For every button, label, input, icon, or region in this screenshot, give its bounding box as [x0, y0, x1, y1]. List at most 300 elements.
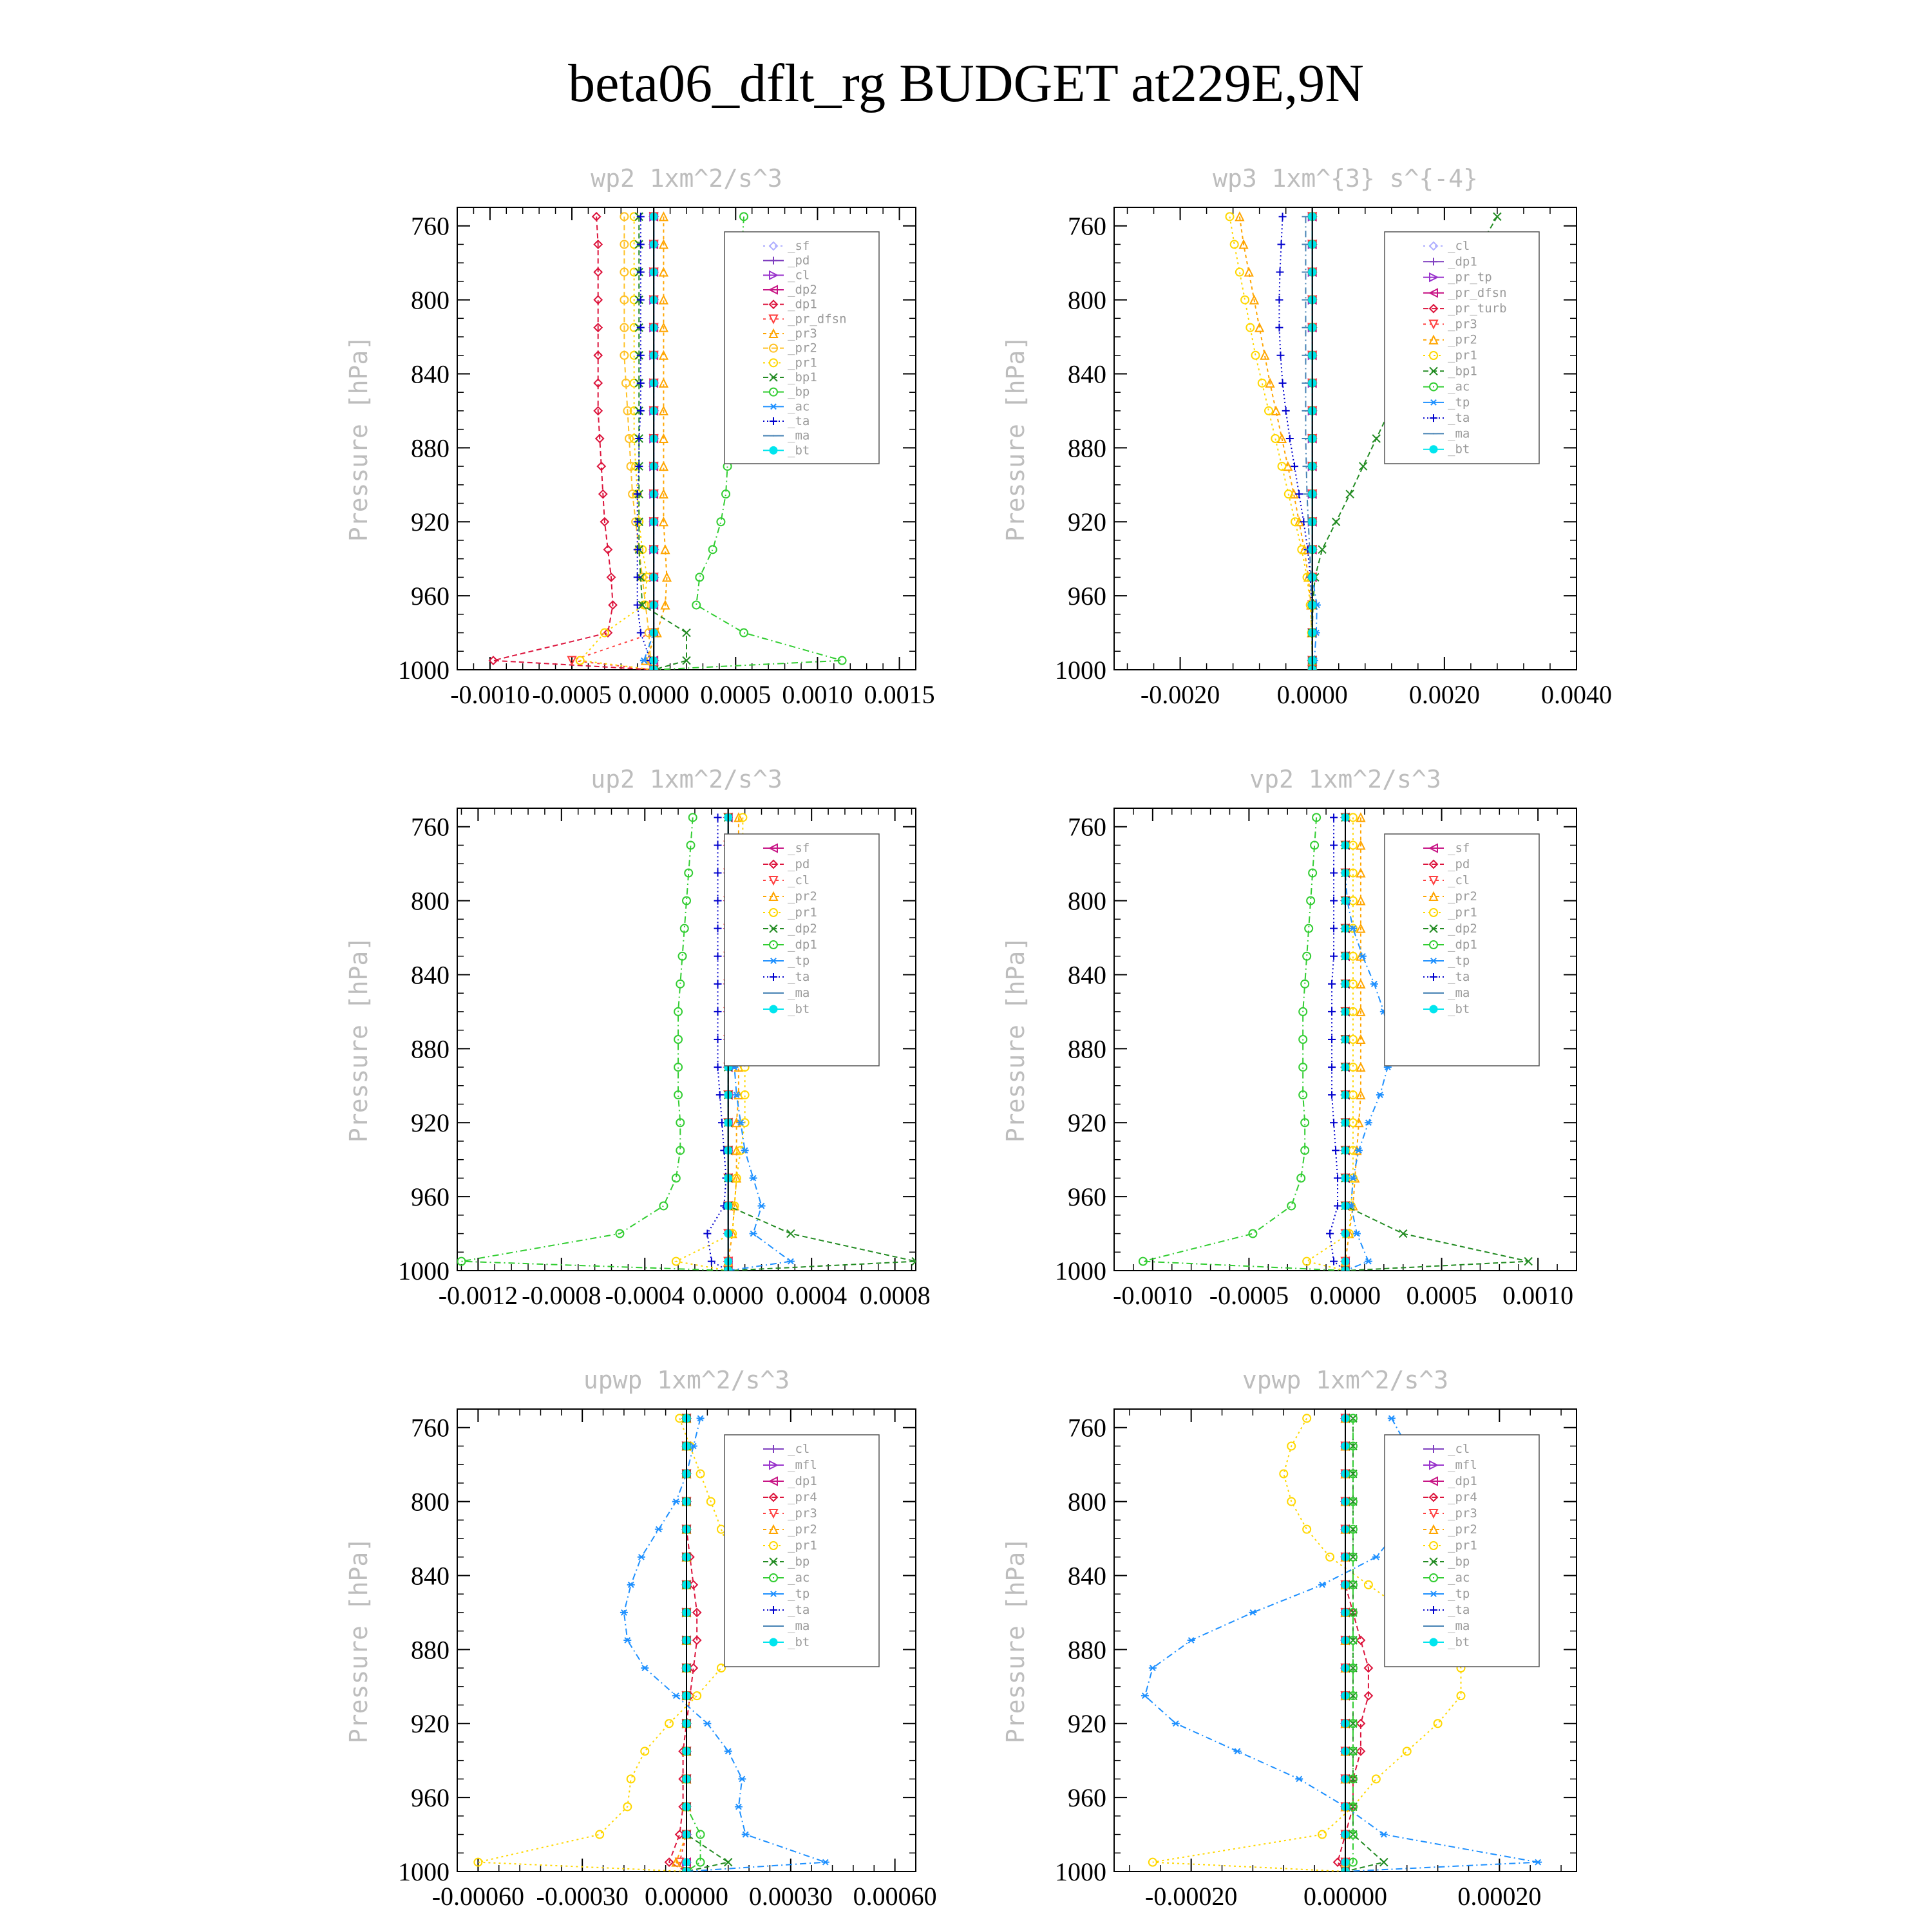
data-point-ta: [1330, 925, 1338, 933]
legend-label: _dp1: [788, 938, 817, 952]
legend-label: _pr_dfsn: [788, 312, 847, 327]
x-tick-label: 0.0008: [859, 1281, 931, 1310]
data-point-dp1: [674, 1063, 682, 1071]
data-point-ta: [714, 1063, 722, 1071]
legend-label: _cl: [1448, 873, 1470, 887]
legend-label: _cl: [1448, 239, 1470, 253]
chart-panel-2: [1001, 164, 1612, 709]
y-axis-label: Pressure [hPa]: [1001, 936, 1030, 1143]
x-tick-label: -0.0012: [438, 1281, 518, 1310]
data-point-bp1: [1372, 435, 1380, 442]
legend-marker: [770, 1005, 777, 1013]
y-tick-label: 840: [411, 359, 450, 389]
series-line-dp1: [461, 817, 728, 1271]
data-point-ta: [714, 841, 722, 849]
legend-label: _bp: [788, 1555, 810, 1569]
legend: [1385, 1435, 1539, 1667]
series-line-pr1: [1230, 216, 1312, 670]
panel-title: wp3 1xm^{3} s^{-4}: [1213, 164, 1478, 193]
data-point-bp: [1380, 1859, 1388, 1866]
data-point-ta: [637, 269, 645, 276]
data-point-bp1: [1493, 213, 1501, 220]
legend-label: _pr3: [788, 1506, 817, 1520]
data-point-ta: [716, 1091, 724, 1099]
y-tick-label: 760: [411, 1413, 450, 1443]
data-point-pr1: [641, 1747, 649, 1755]
data-point-tp: [735, 1804, 743, 1809]
legend-label: _bt: [1448, 442, 1470, 457]
legend-label: _pd: [1448, 857, 1470, 871]
legend-label: _sf: [1448, 841, 1470, 855]
data-point-pr2: [1256, 324, 1264, 332]
y-tick-label: 760: [1068, 812, 1106, 842]
y-axis-label: Pressure [hPa]: [1001, 1537, 1030, 1744]
y-tick-label: 960: [1068, 582, 1106, 611]
panel-title: vpwp 1xm^2/s^3: [1242, 1366, 1449, 1394]
legend-label: _tp: [788, 1587, 810, 1601]
y-tick-label: 800: [1068, 886, 1106, 916]
legend-label: _sf: [788, 239, 810, 253]
data-point-pr1: [1318, 1831, 1326, 1839]
data-point-ta: [1279, 379, 1287, 387]
data-point-bp: [709, 545, 717, 553]
data-point-tp: [738, 1776, 746, 1781]
data-point-tp: [1295, 1776, 1303, 1781]
legend-label: _dp1: [788, 297, 817, 312]
panel-title: vp2 1xm^2/s^3: [1249, 765, 1441, 793]
legend-label: _pr3: [1448, 1506, 1477, 1520]
data-point-tp: [1249, 1610, 1256, 1615]
legend-label: _cl: [788, 873, 810, 887]
data-point-dp1: [1299, 1063, 1307, 1071]
legend-marker: [770, 446, 777, 454]
data-point-ac: [697, 1831, 705, 1839]
figure-title: beta06_dflt_rg BUDGET at229E,9N: [568, 53, 1364, 113]
data-point-ta: [1330, 897, 1338, 905]
legend-label: _pr1: [788, 1539, 817, 1553]
data-point-dp1: [659, 1202, 667, 1209]
y-tick-label: 1000: [1055, 1256, 1106, 1285]
data-point-pr1: [1349, 952, 1357, 960]
legend-label: _ma: [788, 1619, 810, 1633]
y-tick-label: 1000: [398, 656, 450, 685]
data-point-ta: [637, 213, 645, 220]
y-tick-label: 760: [411, 812, 450, 842]
legend-label: _pr1: [1448, 348, 1477, 363]
x-tick-label: -0.0010: [450, 680, 530, 709]
y-tick-label: 960: [411, 1182, 450, 1212]
data-point-ta: [1276, 352, 1284, 359]
legend-label: _bt: [788, 1002, 810, 1016]
data-point-ta: [1282, 407, 1290, 415]
legend-label: _ma: [1448, 426, 1470, 441]
y-tick-label: 760: [411, 211, 450, 241]
data-point-ta: [637, 296, 645, 304]
legend-label: _dp1: [1448, 254, 1477, 269]
x-tick-label: 0.0000: [1310, 1281, 1381, 1310]
legend-label: _dp2: [788, 922, 817, 936]
legend-label: _ma: [1448, 1619, 1470, 1633]
data-point-ta: [708, 1258, 715, 1265]
data-point-bp: [740, 629, 748, 637]
data-point-pr1: [1252, 352, 1260, 359]
legend-label: _cl: [788, 268, 810, 283]
data-point-dp1: [457, 1258, 465, 1265]
data-point-ta: [1276, 269, 1283, 276]
y-tick-label: 800: [1068, 1487, 1106, 1517]
legend-label: _pr2: [1448, 332, 1477, 347]
y-tick-label: 840: [411, 1561, 450, 1591]
x-tick-label: -0.0020: [1140, 680, 1220, 709]
legend-label: _tp: [1448, 395, 1470, 410]
x-tick-label: 0.00000: [645, 1882, 728, 1911]
x-tick-label: 0.0010: [1502, 1281, 1574, 1310]
legend-label: _mfl: [788, 1458, 817, 1472]
legend-label: _bp: [788, 384, 810, 399]
y-tick-label: 920: [1068, 1709, 1106, 1739]
data-point-pr1: [697, 1470, 705, 1478]
y-tick-label: 920: [411, 507, 450, 537]
data-point-tp: [638, 1555, 645, 1560]
data-point-ta: [703, 1230, 711, 1238]
x-tick-label: -0.0004: [605, 1281, 685, 1310]
legend-marker: [1430, 1638, 1437, 1646]
data-point-ta: [1286, 435, 1294, 442]
legend-label: _pr1: [1448, 905, 1477, 920]
legend: [1385, 232, 1539, 464]
data-point-pr1: [1271, 435, 1279, 442]
data-point-pr1: [1372, 1775, 1380, 1783]
chart-panel-1: [345, 164, 935, 709]
legend-label: _ma: [788, 986, 810, 1000]
x-tick-label: 0.0010: [782, 680, 853, 709]
data-point-ta: [1275, 324, 1283, 332]
series-line-dp1: [1143, 817, 1345, 1271]
data-point-tp: [1388, 1416, 1396, 1421]
data-point-ta: [637, 240, 645, 248]
legend-label: _ma: [788, 428, 810, 443]
x-tick-label: 0.0005: [700, 680, 772, 709]
chart-panel-6: [1001, 1366, 1577, 1911]
chart-panel-3: [345, 765, 931, 1310]
legend-label: _mfl: [1448, 1458, 1477, 1472]
legend-label: _dp2: [788, 283, 817, 297]
data-point-ta: [1328, 1036, 1336, 1043]
y-tick-label: 1000: [398, 1857, 450, 1886]
data-point-ta: [1279, 213, 1287, 220]
legend-label: _pr2: [788, 1522, 817, 1537]
data-point-dp1: [1249, 1230, 1256, 1238]
y-axis-label: Pressure [hPa]: [345, 936, 373, 1143]
data-point-pr1: [1246, 324, 1254, 332]
y-tick-label: 760: [1068, 211, 1106, 241]
legend-label: _cl: [1448, 1442, 1470, 1456]
legend: [724, 834, 879, 1066]
data-point-tp: [758, 1203, 766, 1208]
legend-marker: [1430, 446, 1437, 453]
x-tick-label: 0.0000: [618, 680, 690, 709]
chart-panel-5: [345, 1366, 937, 1911]
data-point-tp: [724, 1748, 732, 1754]
x-tick-label: -0.00060: [431, 1882, 525, 1911]
legend-label: _dp1: [1448, 1474, 1477, 1488]
data-point-ta: [637, 324, 645, 332]
legend-label: _dp1: [1448, 938, 1477, 952]
y-tick-label: 880: [1068, 1635, 1106, 1665]
data-point-tp: [742, 1832, 750, 1837]
data-point-tp: [627, 1582, 635, 1587]
legend-label: _ac: [1448, 379, 1470, 394]
data-point-tp: [1359, 954, 1367, 959]
data-point-pr1: [1241, 296, 1249, 304]
data-point-ta: [714, 925, 722, 933]
data-point-ta: [1330, 841, 1338, 849]
data-point-ta: [1275, 296, 1283, 304]
data-point-pr1: [1258, 379, 1266, 387]
legend-label: _pd: [788, 857, 810, 871]
legend-label: _tp: [1448, 1587, 1470, 1601]
data-point-pr1: [1236, 269, 1244, 276]
data-point-tp: [1188, 1638, 1195, 1643]
x-tick-label: 0.00030: [748, 1882, 833, 1911]
data-point-tp: [1365, 1258, 1372, 1264]
data-point-bp1: [683, 657, 690, 665]
data-point-tp: [1380, 1832, 1388, 1837]
y-tick-label: 880: [411, 433, 450, 463]
data-point-bp1: [683, 629, 690, 637]
data-point-ta: [1330, 813, 1338, 821]
legend-label: _ta: [788, 970, 810, 984]
data-point-tp: [1318, 1582, 1326, 1587]
legend-label: _pr2: [1448, 1522, 1477, 1537]
x-tick-label: 0.00060: [853, 1882, 937, 1911]
y-tick-label: 760: [1068, 1413, 1106, 1443]
legend-label: _bp1: [788, 370, 817, 384]
data-point-pr1: [1349, 841, 1357, 849]
legend-label: _dp1: [788, 1474, 817, 1488]
y-tick-label: 880: [411, 1635, 450, 1665]
data-point-pr1: [1303, 1526, 1311, 1533]
legend-label: _pr2: [788, 341, 817, 355]
y-tick-label: 840: [1068, 359, 1106, 389]
data-point-ta: [1330, 1119, 1338, 1126]
data-point-ta: [714, 813, 722, 821]
data-point-bp1: [1359, 462, 1367, 470]
data-point-dp1: [1287, 1202, 1295, 1209]
y-tick-label: 920: [411, 1709, 450, 1739]
legend-label: _sf: [788, 841, 810, 855]
legend-label: _ta: [1448, 1603, 1470, 1617]
x-tick-label: 0.0005: [1406, 1281, 1477, 1310]
legend-label: _pr1: [1448, 1539, 1477, 1553]
y-tick-label: 800: [411, 886, 450, 916]
legend-label: _pr_turb: [1448, 301, 1507, 316]
data-point-pr1: [1365, 1581, 1372, 1589]
data-point-ta: [1328, 1063, 1336, 1071]
legend-label: _pr_tp: [1448, 270, 1492, 285]
data-point-ta: [714, 952, 722, 960]
data-point-bp: [692, 601, 700, 609]
y-tick-label: 880: [1068, 433, 1106, 463]
x-tick-label: 0.00020: [1457, 1882, 1542, 1911]
series-line-tp: [1345, 817, 1390, 1271]
data-point-ta: [1334, 1174, 1341, 1182]
panel-title: up2 1xm^2/s^3: [591, 765, 782, 793]
x-tick-label: 0.0004: [776, 1281, 848, 1310]
data-point-ta: [1326, 1230, 1334, 1238]
y-tick-label: 960: [1068, 1182, 1106, 1212]
x-tick-label: -0.0005: [532, 680, 612, 709]
data-point-ta: [714, 897, 722, 905]
data-point-ta: [1328, 980, 1336, 988]
legend-label: _ta: [1448, 411, 1470, 426]
legend-label: _pr3: [1448, 317, 1477, 332]
y-tick-label: 840: [1068, 960, 1106, 990]
x-tick-label: -0.0008: [522, 1281, 601, 1310]
legend-label: _tp: [788, 954, 810, 968]
legend: [724, 1435, 879, 1667]
x-tick-label: 0.0015: [864, 680, 935, 709]
legend-label: _pr4: [1448, 1490, 1477, 1504]
legend-label: _bp: [1448, 1555, 1470, 1569]
y-tick-label: 920: [1068, 507, 1106, 537]
data-point-ta: [1328, 1091, 1336, 1099]
data-point-tp: [1141, 1693, 1149, 1698]
y-tick-label: 880: [411, 1034, 450, 1064]
legend-label: _pr_dfsn: [1448, 285, 1507, 300]
x-tick-label: -0.00030: [536, 1882, 629, 1911]
y-tick-label: 920: [411, 1108, 450, 1138]
legend-label: _bp1: [1448, 364, 1477, 379]
data-point-ta: [637, 629, 645, 637]
legend-label: _bt: [1448, 1002, 1470, 1016]
data-point-bp1: [1346, 490, 1354, 498]
data-point-tp: [1372, 1555, 1380, 1560]
data-point-pr1: [1326, 1553, 1334, 1561]
legend-label: _pr1: [788, 905, 817, 920]
legend: [1385, 834, 1539, 1066]
data-point-tp: [1172, 1721, 1180, 1726]
x-tick-label: 0.0000: [692, 1281, 764, 1310]
y-tick-label: 960: [411, 1783, 450, 1813]
data-point-ta: [1332, 1146, 1340, 1154]
x-tick-label: 0.0020: [1408, 680, 1480, 709]
data-point-tp: [1149, 1665, 1157, 1671]
data-point-tp: [641, 1665, 649, 1671]
legend-marker: [770, 1638, 777, 1646]
data-point-pr4: [1357, 1636, 1365, 1644]
y-tick-label: 1000: [1055, 1857, 1106, 1886]
y-tick-label: 920: [1068, 1108, 1106, 1138]
data-point-bp1: [1318, 545, 1326, 553]
legend: [724, 232, 879, 464]
legend-label: _ac: [788, 1571, 810, 1585]
data-point-tp: [672, 1499, 680, 1504]
legend-label: _ac: [1448, 1571, 1470, 1585]
y-axis-label: Pressure [hPa]: [345, 335, 373, 542]
data-point-dp1: [676, 980, 684, 988]
legend-label: _pr4: [788, 1490, 817, 1504]
data-point-ta: [714, 1008, 722, 1016]
data-point-tp: [822, 1859, 829, 1864]
legend-label: _bt: [788, 1635, 810, 1649]
data-point-bp1: [1332, 518, 1340, 526]
legend-label: _pr2: [788, 889, 817, 904]
y-tick-label: 840: [411, 960, 450, 990]
legend-label: _dp2: [1448, 922, 1477, 936]
y-tick-label: 840: [1068, 1561, 1106, 1591]
series-line-bp: [687, 1418, 728, 1871]
y-tick-label: 800: [411, 1487, 450, 1517]
data-point-ta: [1334, 1202, 1341, 1209]
data-point-tp: [787, 1258, 795, 1264]
legend-label: _cl: [788, 1442, 810, 1456]
x-tick-label: -0.0010: [1113, 1281, 1193, 1310]
y-tick-label: 1000: [398, 1256, 450, 1285]
data-point-tp: [655, 1526, 663, 1531]
series-line-pr1: [478, 1418, 745, 1871]
legend-label: _ta: [1448, 970, 1470, 984]
y-tick-label: 800: [1068, 285, 1106, 315]
legend-label: _pd: [788, 253, 810, 268]
legend-label: _bt: [1448, 1635, 1470, 1649]
data-point-pr1: [1231, 240, 1238, 248]
x-tick-label: 0.0040: [1541, 680, 1612, 709]
panel-title: wp2 1xm^2/s^3: [591, 164, 782, 193]
panel-title: upwp 1xm^2/s^3: [583, 1366, 790, 1394]
legend-label: _pr3: [788, 327, 817, 341]
data-point-tp: [1534, 1859, 1542, 1864]
data-point-tp: [672, 1693, 680, 1698]
data-point-pr1: [1403, 1747, 1411, 1755]
legend-label: _pr1: [788, 355, 817, 370]
data-point-tp: [703, 1721, 711, 1726]
data-point-ta: [1330, 869, 1338, 877]
legend-label: _ma: [1448, 986, 1470, 1000]
legend-label: _tp: [1448, 954, 1470, 968]
data-point-ta: [714, 1036, 722, 1043]
legend-label: _ta: [788, 1603, 810, 1617]
data-point-pr1: [1280, 1470, 1287, 1478]
data-point-tp: [750, 1231, 757, 1236]
legend-marker: [1430, 1005, 1437, 1013]
data-point-ta: [1330, 952, 1338, 960]
series-line-pr2: [1240, 216, 1312, 670]
data-point-ta: [714, 980, 722, 988]
legend-label: _bt: [788, 443, 810, 458]
y-tick-label: 880: [1068, 1034, 1106, 1064]
data-point-tp: [1233, 1748, 1241, 1754]
data-point-ta: [637, 379, 645, 387]
legend-label: _ta: [788, 414, 810, 428]
data-point-pr1: [665, 1719, 673, 1727]
y-axis-label: Pressure [hPa]: [1001, 335, 1030, 542]
data-point-ta: [637, 407, 645, 415]
y-tick-label: 1000: [1055, 656, 1106, 685]
x-tick-label: 0.0000: [1276, 680, 1348, 709]
y-axis-label: Pressure [hPa]: [345, 1537, 373, 1744]
data-point-dp1: [1301, 980, 1309, 988]
data-point-pr1: [1349, 1063, 1357, 1071]
data-point-pr1: [717, 1664, 725, 1672]
data-point-pr3: [659, 352, 667, 359]
data-point-ta: [634, 518, 641, 526]
x-tick-label: 0.00000: [1303, 1882, 1387, 1911]
data-point-ta: [1328, 1008, 1336, 1016]
data-point-pr1: [1265, 407, 1273, 415]
legend-label: _pr2: [1448, 889, 1477, 904]
x-tick-label: -0.0005: [1209, 1281, 1289, 1310]
